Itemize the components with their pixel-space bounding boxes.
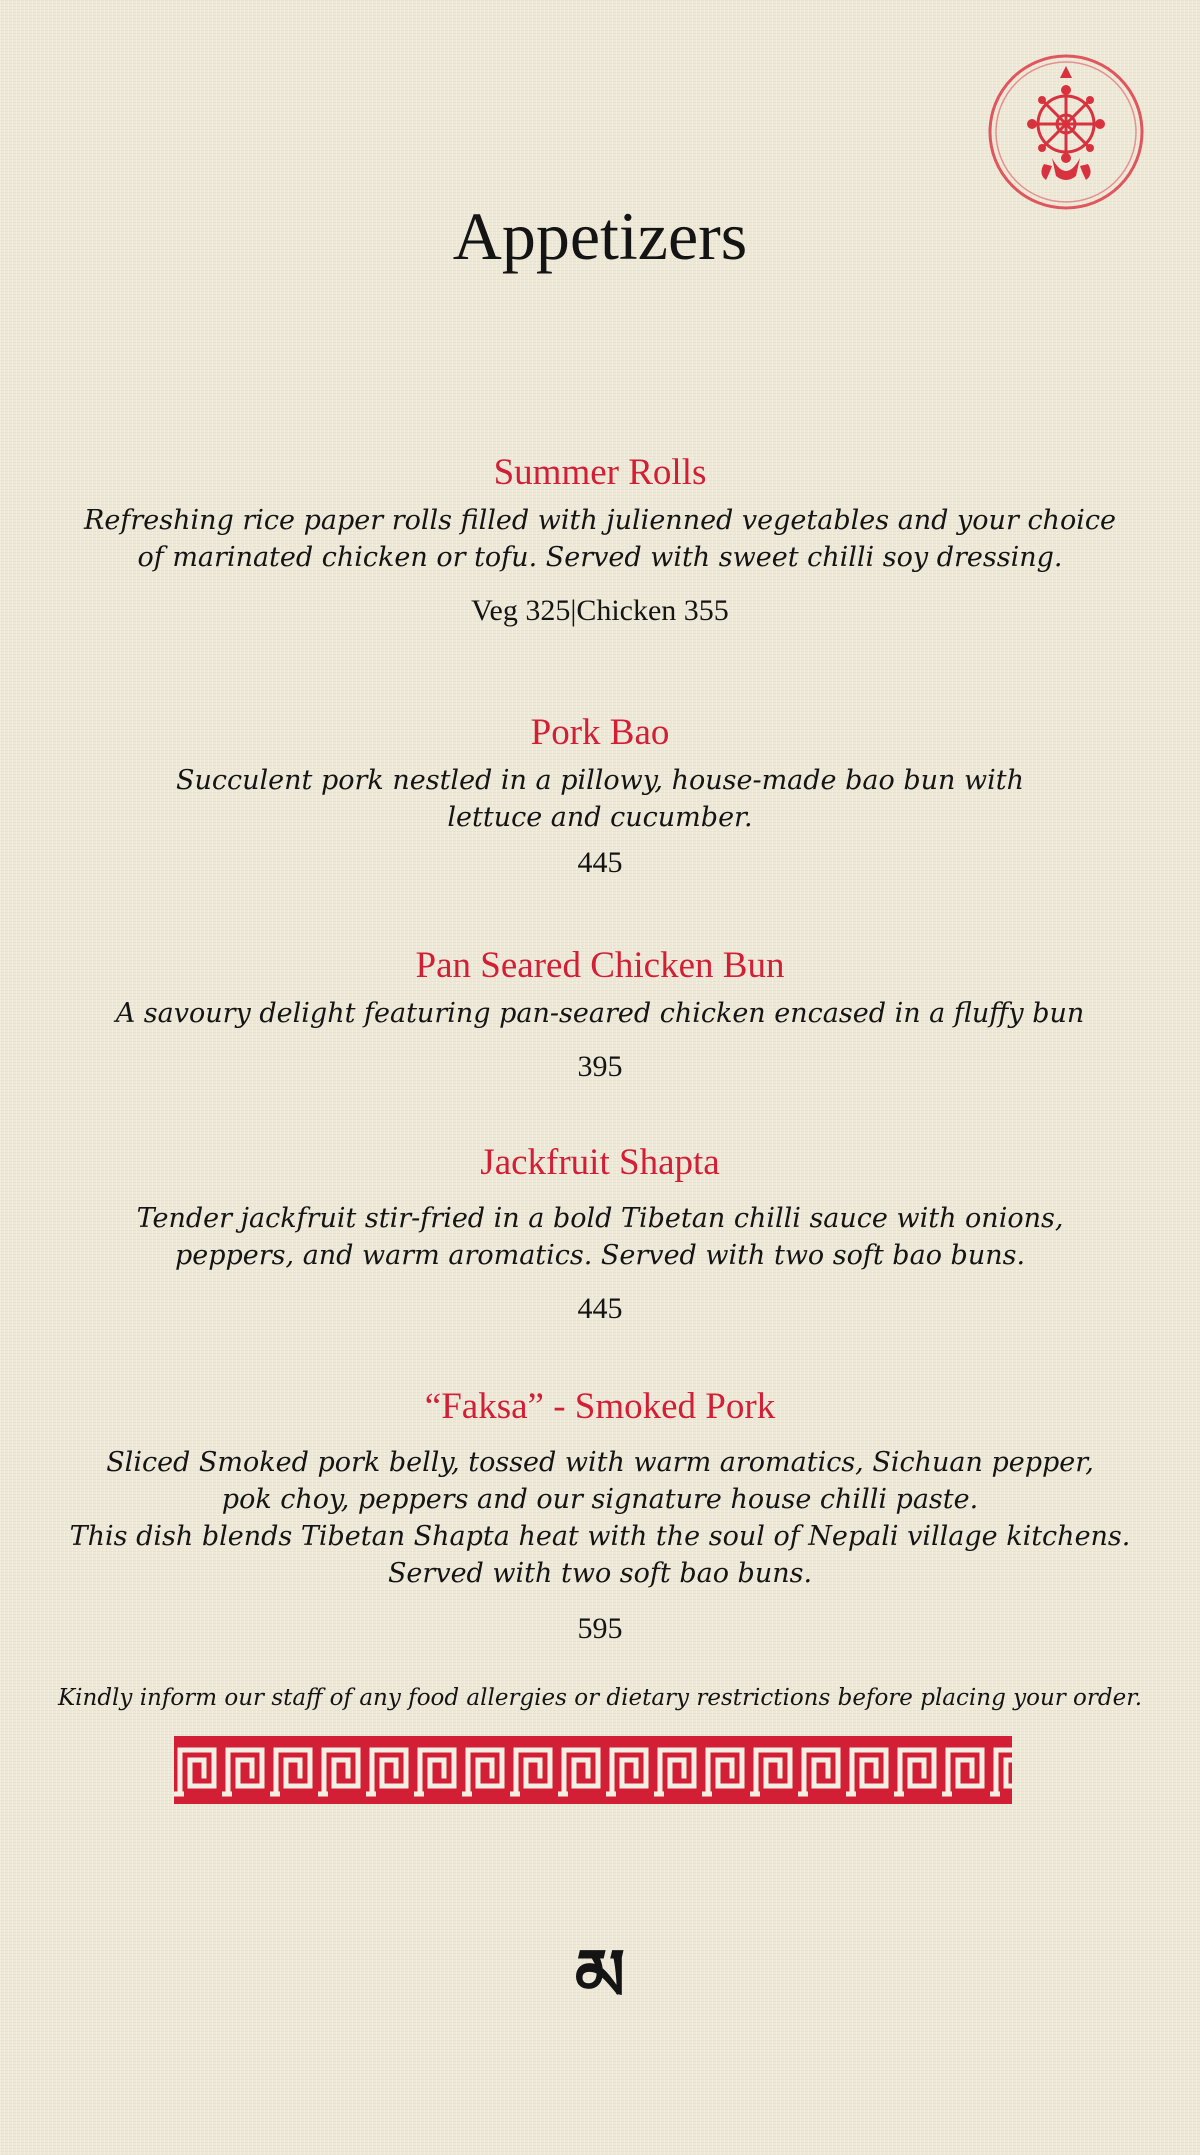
menu-item [0, 710, 1200, 882]
menu-item-name: “Faksa” - Smoked Pork [424, 1386, 776, 1427]
menu-item-price: 445 [577, 1292, 623, 1325]
menu-item [0, 450, 1200, 630]
menu-item-price: 595 [577, 1612, 623, 1645]
menu-item-description: Succulent pork nestled in a pillowy, house-made bao bun with lettuce and cucumber. [176, 765, 1024, 833]
menu-item-name: Pan Seared Chicken Bun [415, 945, 785, 986]
allergy-note: Kindly inform our staff of any food allergies or dietary restrictions before placing your order. [57, 1685, 1143, 1711]
menu-item-description: Sliced Smoked pork belly, tossed with warm aromatics, Sichuan pepper, pok choy, peppers and our signature house chilli paste. This dish blends Tibetan Shapta heat with the soul of Nepali village kitchens. Served with two soft bao buns. [69, 1447, 1131, 1589]
menu-item-name: Summer Rolls [493, 452, 707, 493]
menu-item-description: Refreshing rice paper rolls filled with julienned vegetables and your choice of marinated chicken or tofu. Served with sweet chilli soy dressing. [84, 505, 1116, 573]
menu-item-description: A savoury delight featuring pan-seared chicken encased in a fluffy bun [115, 998, 1085, 1029]
menu-item [0, 1384, 1200, 1648]
greek-key-border-icon [174, 1736, 1012, 1804]
menu-item-price: 445 [577, 846, 623, 879]
menu-item-name: Jackfruit Shapta [480, 1142, 720, 1183]
menu-item [0, 943, 1200, 1086]
dharma-wheel-stamp-icon [986, 52, 1146, 212]
tibetan-glyph: མ [574, 1932, 626, 2017]
menu-item-description: Tender jackfruit stir-fried in a bold Tibetan chilli sauce with onions, peppers, and warm aromatics. Served with two soft bao buns. [136, 1203, 1064, 1271]
menu-item [0, 1140, 1200, 1328]
menu-item-price: Veg 325|Chicken 355 [471, 594, 729, 627]
menu-item-name: Pork Bao [530, 712, 670, 753]
page-title: Appetizers [452, 198, 748, 274]
menu-item-price: 395 [577, 1050, 623, 1083]
